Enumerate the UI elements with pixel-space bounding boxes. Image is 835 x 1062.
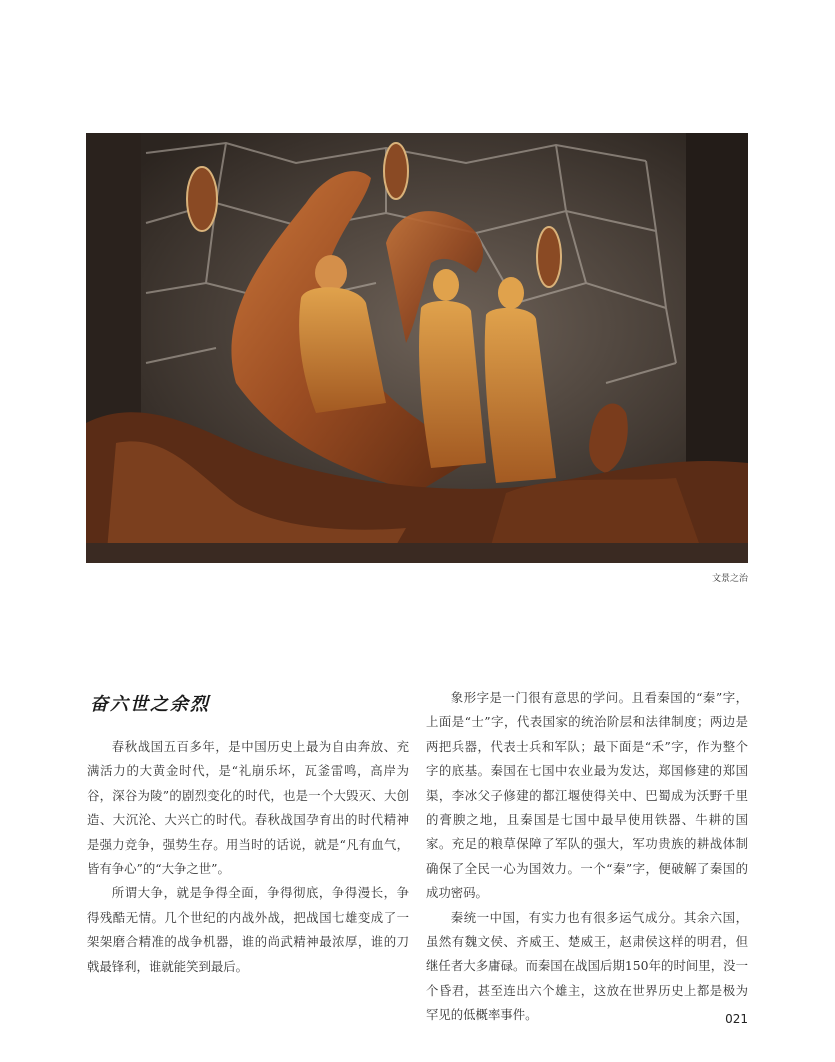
photo-illustration [86, 133, 748, 563]
paragraph: 象形字是一门很有意思的学问。且看秦国的“秦”字，上面是“士”字，代表国家的统治阶层和法律制度；两边是两把兵器，代表士兵和军队；最下面是“禾”字，作为整个字的底基。秦国在七国中农业最为发达，郑国修建的郑国渠，李冰父子修建的都江堰使得关中、巴蜀成为沃野千里的膏腴之地，且秦国是七国中最早使用铁器、牛耕的国家。充足的粮草保障了军队的强大，军功贵族的耕战体制确保了全民一心为国效力。一个“秦”字，便破解了秦国的成功密码。 [426, 690, 748, 901]
left-text-column [87, 735, 409, 979]
paragraph: 春秋战国五百多年，是中国历史上最为自由奔放、充满活力的大黄金时代，是“礼崩乐坏，瓦釜雷鸣，高岸为谷，深谷为陵”的剧烈变化的时代，也是一个大毁灭、大创造、大沉沦、大兴亡的时代。春秋战国孕育出的时代精神是强力竞争，强势生存。用当时的话说，就是“凡有血气，皆有争心”的“大争之世”。 [87, 739, 409, 877]
section-heading: 奋六世之余烈 [90, 694, 210, 715]
right-text-column [426, 686, 748, 1028]
photo-caption: 文景之治 [711, 574, 748, 584]
page-number: 021 [725, 1012, 748, 1026]
paragraph: 所谓大争，就是争得全面，争得彻底，争得漫长，争得残酷无情。几个世纪的内战外战，把战国七雄变成了一架架磨合精准的战争机器，谁的尚武精神最浓厚，谁的刀戟最锋利，谁就能笑到最后。 [87, 885, 409, 974]
root-carving-photo [86, 133, 748, 563]
paragraph: 秦统一中国，有实力也有很多运气成分。其余六国，虽然有魏文侯、齐威王、楚威王，赵肃侯这样的明君，但继任者大多庸碌。而秦国在战国后期150年的时间里，没一个昏君，甚至连出六个雄主，这放在世界历史上都是极为罕见的低概率事件。 [426, 909, 748, 1023]
